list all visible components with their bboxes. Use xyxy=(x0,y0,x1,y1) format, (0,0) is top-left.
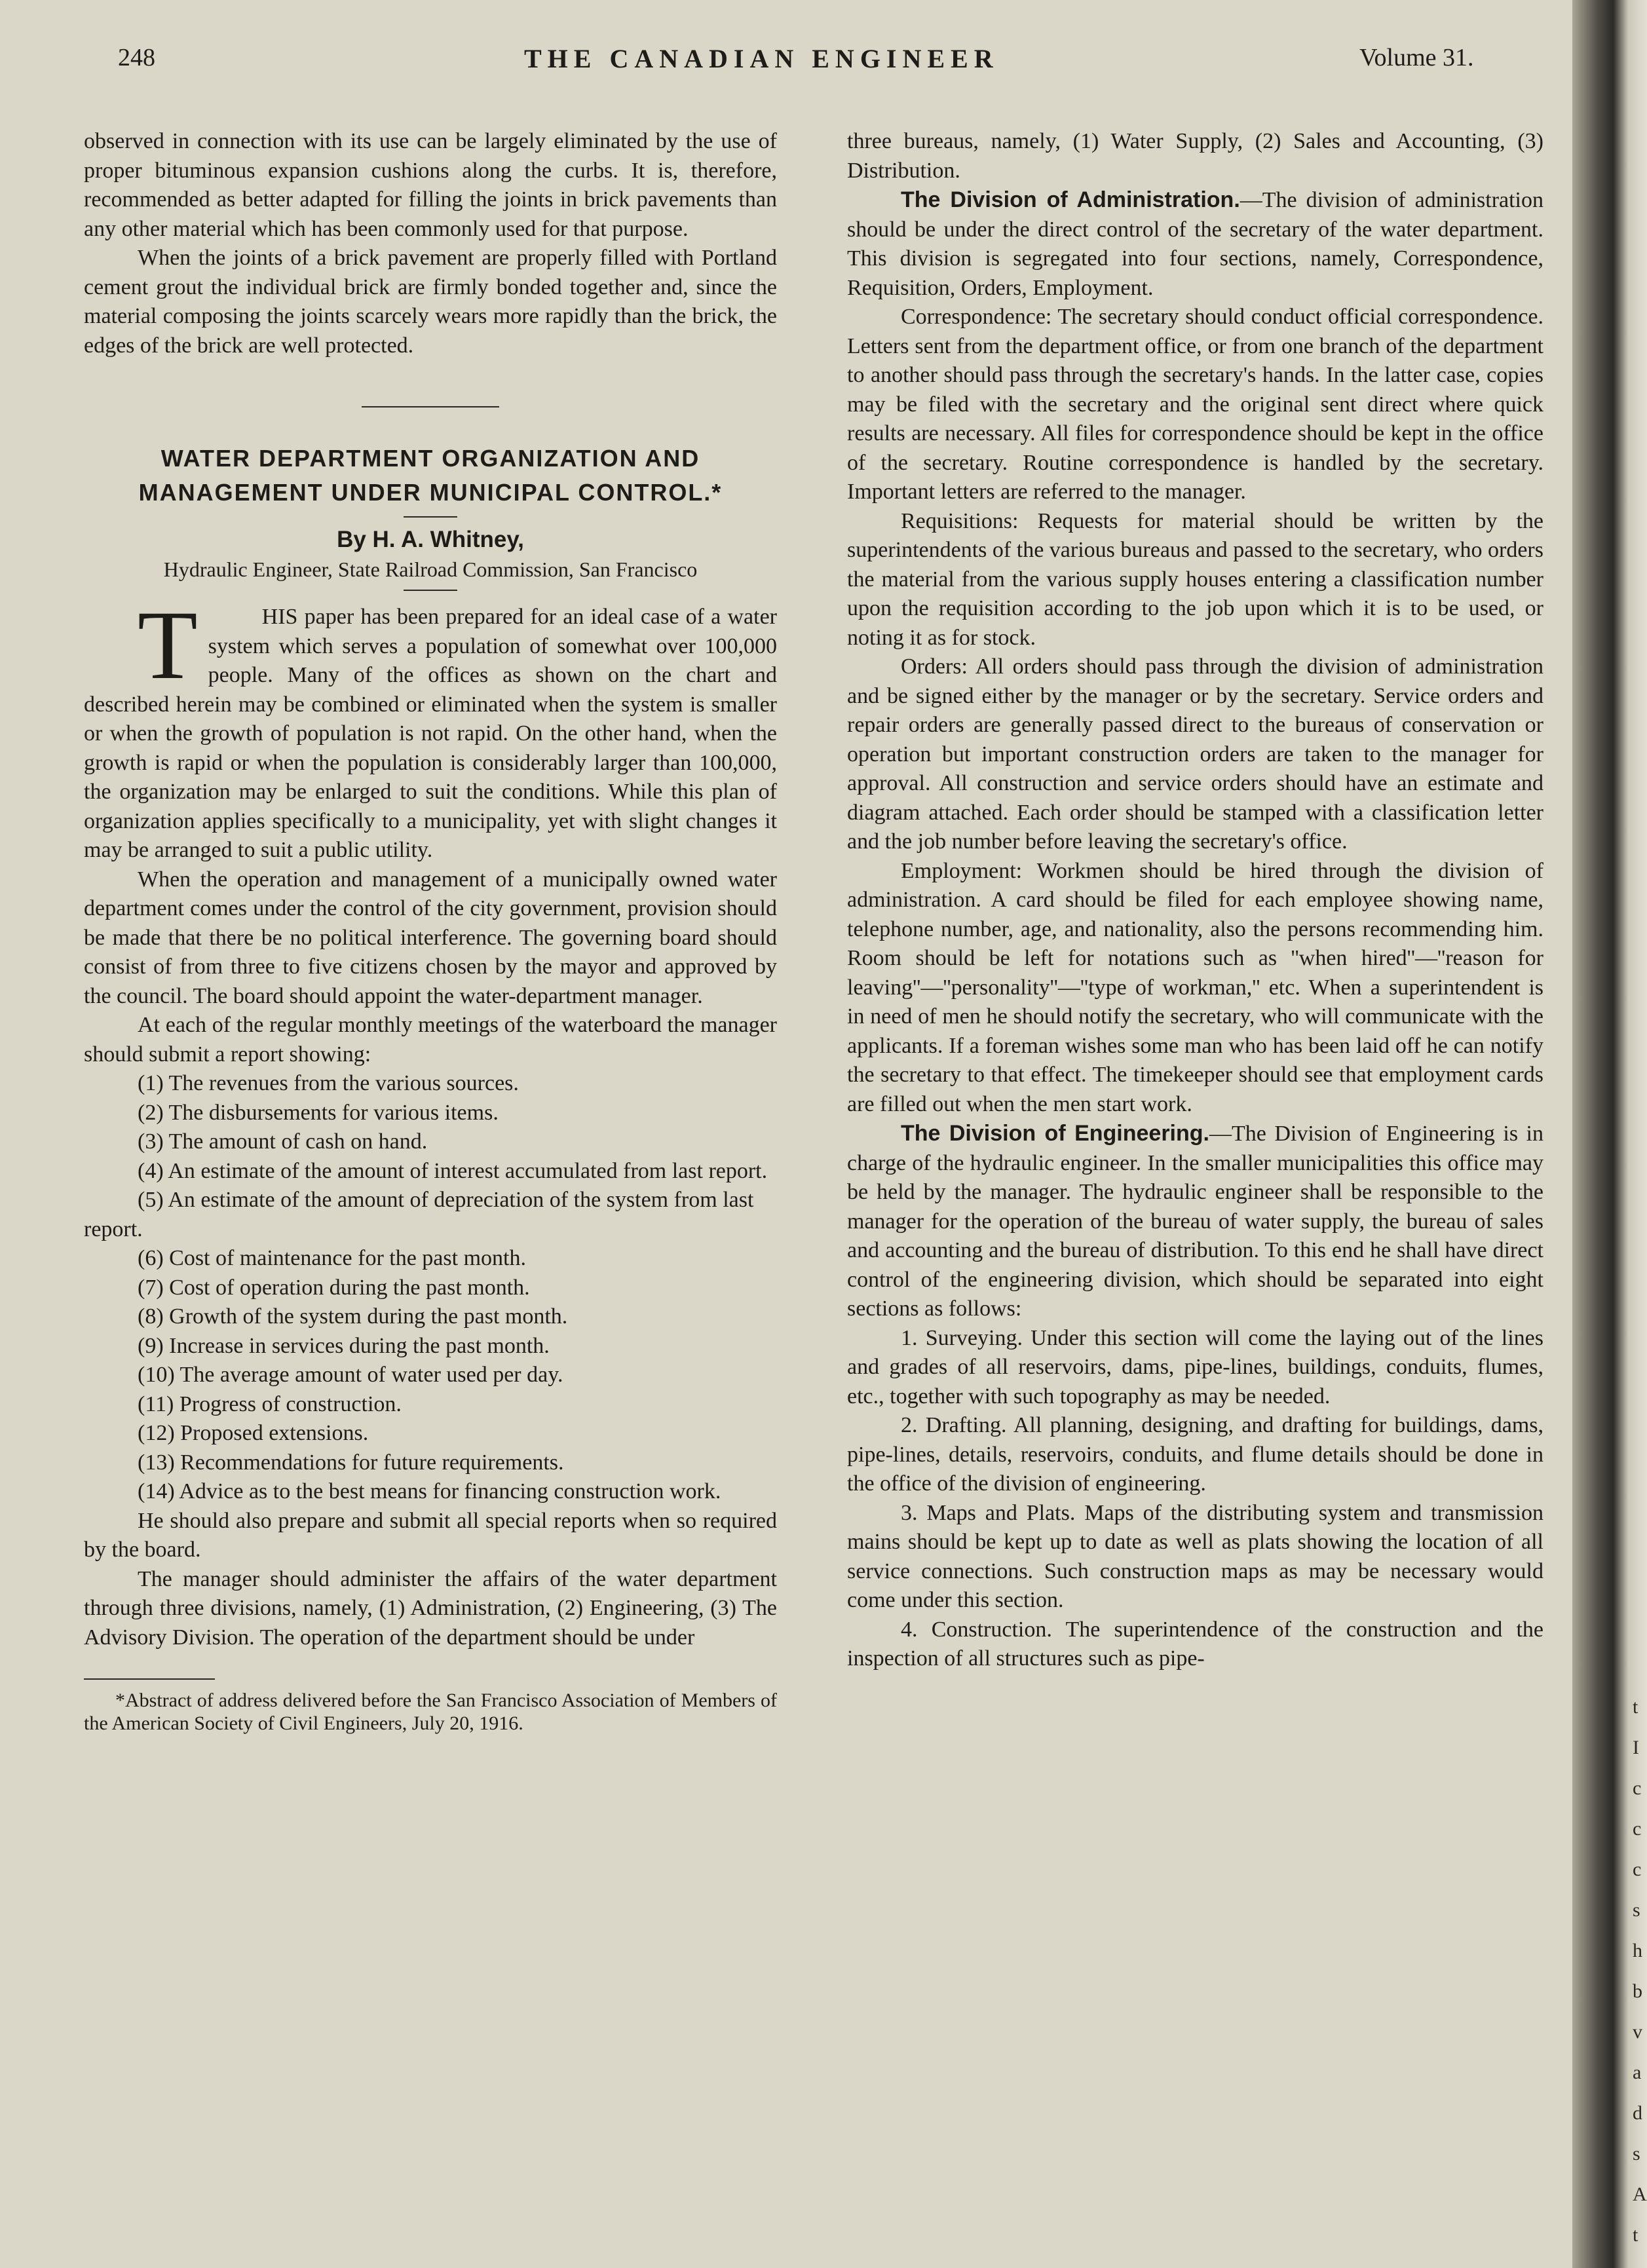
edge-fragment: c xyxy=(1633,1777,1642,1799)
body-paragraph: He should also prepare and submit all special reports when so required by the board. xyxy=(84,1508,777,1562)
body-paragraph: At each of the regular monthly meetings of the waterboard the manager should submit a report showing: xyxy=(84,1013,777,1067)
engineering-text: —The Division of Engineering is in charge of the hydraulic engineer. In the smaller municipalities this office may be held by the manager. The hydraulic engineer shall be responsible to the manager for the operation of the bureau of water supply, the bureau of sales and accounting and the bureau of distribution. To this end he shall have direct control of the engineering division, which should be separated into eight sections as follows: xyxy=(847,1122,1543,1321)
edge-fragment: h xyxy=(1633,1940,1642,1961)
journal-title: THE CANADIAN ENGINEER xyxy=(524,44,999,73)
report-item: (7) Cost of operation during the past month. xyxy=(138,1275,530,1300)
running-head xyxy=(0,43,1572,83)
surveying-paragraph: 1. Surveying. Under this section will come the laying out of the lines and grades of all reservoirs, dams, pipe-lines, buildings, conduits, flumes, etc., together with such topography as may be needed. xyxy=(847,1325,1543,1408)
byline: By H. A. Whitney, xyxy=(337,527,524,552)
report-item: (1) The revenues from the various sources. xyxy=(138,1071,519,1095)
edge-fragment: c xyxy=(1633,1859,1642,1880)
report-item: (4) An estimate of the amount of interest accumulated from last report. xyxy=(138,1158,768,1183)
right-column xyxy=(847,127,1543,2171)
report-item: (6) Cost of maintenance for the past month. xyxy=(138,1246,526,1270)
administration-text: —The division of administration should be under the direct control of the secretary of the water department. This division is segregated into four sections, namely, Correspondence, Requisition, Orders, Employment. xyxy=(847,188,1543,300)
report-item: (10) The average amount of water used per day. xyxy=(138,1363,563,1387)
footnote-rule xyxy=(84,1678,215,1680)
first-paragraph-text: HIS paper has been prepared for an ideal case of a water system which serves a population of somewhat over 100,000 people. Many of the offices as shown on the chart and described herein may be combined or eliminated when the system is smaller or when the growth of population is not rapid. On the other hand, when the growth is rapid or when the population is considerably larger than 100,000, the organization may be enlarged to suit the conditions. While this plan of organization applies specifically to a municipality, yet with slight changes it may be arranged to suit a public utility. xyxy=(84,605,777,862)
administration-heading: The Division of Administration. xyxy=(901,187,1240,212)
continued-paragraph: three bureaus, namely, (1) Water Supply, (2) Sales and Accounting, (3) Distribution. xyxy=(847,129,1543,183)
employment-paragraph: Employment: Workmen should be hired through the division of administration. A card should be filed for each employee showing name, telephone number, age, and nationality, also the persons recommending him. Room should be left for notations such as ''when hired''—''reason for leaving''—''personality''—''type of workman,'' etc. When a superintendent is in need of men he should notify the secretary, who will communicate with the applicants. If a foreman wishes some man who has been laid off he can notify the secretary to that effect. The timekeeper should see that employment cards are filled out when the men start work. xyxy=(847,858,1543,1116)
engineering-heading: The Division of Engineering. xyxy=(901,1121,1209,1146)
maps-paragraph: 3. Maps and Plats. Maps of the distributing system and transmission mains should be kept up to date as well as plats showing the location of all service connections. Such construction maps as may be necessary would come under this section. xyxy=(847,1500,1543,1612)
report-item: (11) Progress of construction. xyxy=(138,1391,402,1416)
byline-rule xyxy=(404,590,457,591)
edge-fragment: d xyxy=(1633,2102,1642,2124)
facing-page-edge xyxy=(1633,1687,1647,2256)
report-item: (12) Proposed extensions. xyxy=(138,1421,369,1445)
body-paragraph: When the operation and management of a municipally owned water department comes under the control of the city government, provision should be made that there be no political interference. The governing board should consist of from three to five citizens chosen by the mayor and approved by the council. The board should appoint the water-department manager. xyxy=(84,867,777,1008)
administration-paragraph xyxy=(847,185,1543,303)
edge-fragment: t xyxy=(1633,1696,1638,1718)
section-divider xyxy=(362,406,499,407)
edge-fragment: s xyxy=(1633,2143,1640,2164)
title-rule xyxy=(404,516,457,518)
edge-fragment: I xyxy=(1633,1737,1639,1758)
continued-paragraph: observed in connection with its use can be largely eliminated by the use of proper bituminous expansion cushions along the curbs. It is, therefore, recommended as better adapted for filling the joints in brick pavements than any other material which has been commonly used for that purpose. xyxy=(84,129,777,241)
volume-label: Volume 31. xyxy=(1359,44,1474,71)
report-list xyxy=(84,1069,777,1507)
author-affiliation: Hydraulic Engineer, State Railroad Commission, San Francisco xyxy=(163,558,698,581)
drop-cap: T xyxy=(138,591,198,700)
body-paragraph: The manager should administer the affairs of the water department through three divisions, namely, (1) Administration, (2) Engineering, (3) The Advisory Division. The operation of the department should be under xyxy=(84,1566,777,1650)
edge-fragment: A xyxy=(1633,2183,1647,2205)
footnote: *Abstract of address delivered before the San Francisco Association of Members of the American Society of Civil Engineers, July 20, 1916. xyxy=(84,1690,777,1734)
first-paragraph xyxy=(84,591,777,865)
edge-fragment: t xyxy=(1633,2224,1638,2246)
left-column xyxy=(84,127,777,2171)
report-item: (3) The amount of cash on hand. xyxy=(138,1129,428,1154)
report-item: (8) Growth of the system during the past month. xyxy=(138,1304,568,1329)
report-item: (5) An estimate of the amount of depreciation of the system from last report. xyxy=(84,1188,754,1241)
drafting-paragraph: 2. Drafting. All planning, designing, and drafting for buildings, dams, pipe-lines, details, reservoirs, conduits, and flume details should be done in the office of the division of engineering. xyxy=(847,1413,1543,1496)
article-title: WATER DEPARTMENT ORGANIZATION AND MANAGEMENT UNDER MUNICIPAL CONTROL.* xyxy=(138,445,723,506)
requisitions-paragraph: Requisitions: Requests for material should be written by the superintendents of the various bureaus and passed to the secretary, who orders the material from the various supply houses entering a classification number upon the requisition according to the job upon which it is to be used, or noting it as for stock. xyxy=(847,508,1543,650)
edge-fragment: b xyxy=(1633,1980,1642,2002)
report-item: (13) Recommendations for future requirements. xyxy=(138,1450,564,1475)
edge-fragment: s xyxy=(1633,1899,1640,1921)
edge-fragment: v xyxy=(1633,2021,1642,2043)
page-number: 248 xyxy=(118,44,155,71)
report-item: (2) The disbursements for various items. xyxy=(138,1100,499,1125)
edge-fragment: a xyxy=(1633,2062,1642,2083)
engineering-paragraph xyxy=(847,1119,1543,1324)
report-item: (14) Advice as to the best means for financing construction work. xyxy=(138,1479,721,1503)
correspondence-paragraph: Correspondence: The secretary should conduct official correspondence. Letters sent from the department office, or from one branch of the department to another should pass through the secretary's hands. In the latter case, copies may be filed with the secretary and the original sent direct where quick results are necessary. All files for correspondence should be kept in the office of the secretary. Routine correspondence is handled by the secretary. Important letters are referred to the manager. xyxy=(847,305,1543,504)
continued-paragraph: When the joints of a brick pavement are properly filled with Portland cement grout the individual brick are firmly bonded together and, since the material composing the joints scarcely wears more rapidly than the brick, the edges of the brick are well protected. xyxy=(84,246,777,358)
report-item: (9) Increase in services during the past month. xyxy=(138,1333,550,1358)
edge-fragment: c xyxy=(1633,1818,1642,1840)
construction-paragraph: 4. Construction. The superintendence of the construction and the inspection of all structures such as pipe- xyxy=(847,1617,1543,1671)
orders-paragraph: Orders: All orders should pass through the division of administration and be signed either by the manager or by the secretary. Service orders and repair orders are generally passed direct to the bureaus of conservation or operation but important construction orders are taken to the manager for approval. All construction and service orders should have an estimate and diagram attached. Each order should be stamped with a classification letter and the job number before leaving the secretary's office. xyxy=(847,654,1543,854)
